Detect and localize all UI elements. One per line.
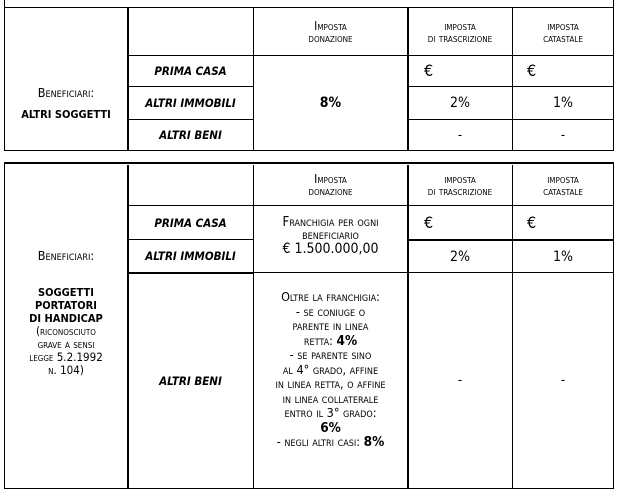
catastale-dash-1: - [560,127,566,143]
row-altri-immobili: ALTRI IMMOBILI [145,96,236,110]
row-altri-immobili-2: ALTRI IMMOBILI [145,249,236,263]
rule-s1-bottom [4,150,614,151]
catastale-dash-2: - [560,373,566,388]
trascrizione-dash-1: - [457,127,463,143]
donazione-rate: 8% [319,95,342,111]
header-imposta-trascrizione: imposta di trascrizione [427,18,493,45]
header-imposta-donazione-2: Imposta donazione [308,172,353,198]
row-altri-beni-2: ALTRI BENI [159,373,222,388]
row-prima-casa: PRIMA CASA [154,64,227,78]
trascrizione-dash-2: - [457,373,463,388]
catastale-rate-1: 1% [553,95,573,111]
header-imposta-trascrizione-2: imposta di trascrizione [427,172,493,198]
trascrizione-euro-1: € [424,61,434,80]
border-right-1 [613,0,614,150]
row-prima-casa-2: PRIMA CASA [154,215,227,230]
header-imposta-donazione: Imposta donazione [308,18,353,45]
trascrizione-euro-2: € [424,213,434,232]
beneficiari-altri-soggetti [5,56,127,150]
border-right-2 [613,162,614,488]
catastale-rate-2: 1% [553,248,573,265]
beneficiari-value: ALTRI SOGGETTI [21,108,111,121]
header-imposta-catastale-2: imposta catastale [543,172,583,198]
rule-bottom [4,488,614,489]
trascrizione-rate-2: 2% [450,248,470,265]
beneficiari-label-2: Beneficiari: [37,248,95,263]
row-altri-beni: ALTRI BENI [159,128,222,142]
trascrizione-rate-1: 2% [450,95,470,111]
beneficiari-label: Beneficiari: [37,85,95,100]
catastale-euro-2: € [527,213,537,232]
franchigia-text: Franchigia per ogni beneficiario € 1.500.000,00 [282,215,379,257]
catastale-euro-1: € [527,61,537,80]
section-separator [4,162,614,164]
header-imposta-catastale: imposta catastale [543,18,583,45]
oltre-franchigia-text: Oltre la franchigia: - se coniuge o parente in linea retta: 4% - se parente sino al 4° grado, affine in linea retta, o affine in linea collaterale entro il 3° grado: 6% - negli altri casi: 8% [275,289,386,450]
beneficiari-handicap: SOGGETTI PORTATORI DI HANDICAP (riconosciuto grave a sensi legge 5.2.1992 n. 104) [29,286,103,377]
